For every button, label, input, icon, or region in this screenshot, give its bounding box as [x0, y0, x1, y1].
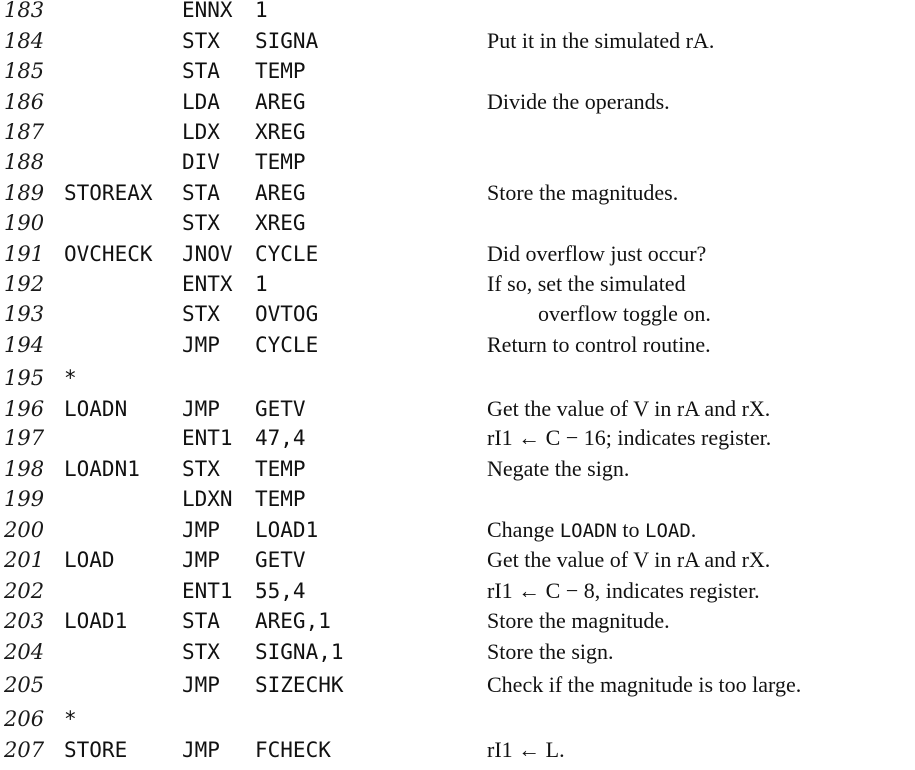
listing-line	[0, 484, 915, 514]
line-number: 199	[4, 487, 45, 511]
comment: rI1 ← C − 16; indicates register.	[487, 425, 772, 450]
opcode: STX	[182, 29, 220, 53]
opcode: JMP	[182, 548, 220, 572]
listing-line	[0, 117, 915, 147]
line-number: 185	[4, 59, 45, 83]
address-field: TEMP	[255, 59, 306, 83]
line-number: 184	[4, 29, 45, 53]
line-number: 204	[4, 640, 45, 664]
listing-line	[0, 735, 915, 765]
location-label: STOREAX	[64, 181, 153, 205]
line-number: 191	[4, 242, 45, 266]
address-field: TEMP	[255, 487, 306, 511]
comment: overflow toggle on.	[538, 301, 711, 326]
listing-line	[0, 394, 915, 424]
line-number: 195	[4, 366, 45, 390]
listing-line	[0, 269, 915, 299]
address-field: GETV	[255, 397, 306, 421]
address-field: OVTOG	[255, 302, 319, 326]
listing-line	[0, 0, 915, 25]
location-label: LOADN1	[64, 457, 140, 481]
comment: rI1 ← C − 8, indicates register.	[487, 578, 760, 603]
listing-line	[0, 178, 915, 208]
opcode: ENT1	[182, 426, 233, 450]
address-field: AREG,1	[255, 609, 331, 633]
line-number: 187	[4, 120, 45, 144]
address-field: LOAD1	[255, 518, 319, 542]
opcode: STX	[182, 457, 220, 481]
opcode: LDX	[182, 120, 220, 144]
address-field: XREG	[255, 120, 306, 144]
comment: Divide the operands.	[487, 89, 670, 114]
location-label: LOAD1	[64, 609, 128, 633]
location-label: *	[64, 707, 77, 731]
listing-line	[0, 239, 915, 269]
line-number: 194	[4, 333, 45, 357]
address-field: SIGNA	[255, 29, 319, 53]
address-field: GETV	[255, 548, 306, 572]
listing-line	[0, 363, 915, 393]
opcode: ENNX	[182, 0, 233, 22]
opcode: STA	[182, 59, 220, 83]
line-number: 202	[4, 579, 45, 603]
comment: Check if the magnitude is too large.	[487, 672, 802, 697]
listing-line	[0, 606, 915, 636]
address-field: 47,4	[255, 426, 306, 450]
line-number: 203	[4, 609, 45, 633]
opcode: STA	[182, 181, 220, 205]
address-field: CYCLE	[255, 333, 319, 357]
location-label: *	[64, 366, 77, 390]
listing-line	[0, 515, 915, 545]
opcode: ENT1	[182, 579, 233, 603]
comment: Store the sign.	[487, 639, 614, 664]
line-number: 201	[4, 548, 45, 572]
line-number: 197	[4, 426, 45, 450]
comment: Store the magnitude.	[487, 608, 670, 633]
opcode: JMP	[182, 333, 220, 357]
address-field: AREG	[255, 90, 306, 114]
comment-code: LOADN	[559, 520, 617, 542]
location-label: OVCHECK	[64, 242, 153, 266]
comment: Get the value of V in rA and rX.	[487, 396, 771, 421]
comment: Get the value of V in rA and rX.	[487, 547, 771, 572]
opcode: DIV	[182, 150, 220, 174]
listing-line	[0, 299, 915, 329]
address-field: AREG	[255, 181, 306, 205]
address-field: TEMP	[255, 150, 306, 174]
opcode: JNOV	[182, 242, 233, 266]
address-field: 1	[255, 272, 268, 296]
location-label: LOADN	[64, 397, 128, 421]
comment: Return to control routine.	[487, 332, 711, 357]
comment	[487, 515, 696, 546]
line-number: 200	[4, 518, 45, 542]
listing-line	[0, 330, 915, 360]
comment: rI1 ← L.	[487, 737, 565, 762]
address-field: CYCLE	[255, 242, 319, 266]
comment-code: LOAD	[645, 520, 691, 542]
line-number: 205	[4, 673, 45, 697]
line-number: 189	[4, 181, 45, 205]
listing-line	[0, 704, 915, 734]
listing-line	[0, 637, 915, 667]
comment: Put it in the simulated rA.	[487, 28, 715, 53]
location-label: STORE	[64, 738, 128, 762]
opcode: STX	[182, 211, 220, 235]
comment-text: .	[690, 517, 697, 542]
opcode: LDA	[182, 90, 220, 114]
line-number: 207	[4, 738, 45, 762]
opcode: STA	[182, 609, 220, 633]
line-number: 193	[4, 302, 45, 326]
comment: Negate the sign.	[487, 456, 630, 481]
listing-line	[0, 670, 915, 700]
opcode: JMP	[182, 738, 220, 762]
location-label: LOAD	[64, 548, 115, 572]
listing-line	[0, 147, 915, 177]
listing-line	[0, 454, 915, 484]
comment-text: to	[616, 517, 646, 542]
opcode: STX	[182, 640, 220, 664]
address-field: SIGNA,1	[255, 640, 344, 664]
listing-line	[0, 545, 915, 575]
opcode: LDXN	[182, 487, 233, 511]
opcode: ENTX	[182, 272, 233, 296]
line-number: 183	[4, 0, 45, 22]
listing-line	[0, 26, 915, 56]
line-number: 192	[4, 272, 45, 296]
comment: Store the magnitudes.	[487, 180, 679, 205]
address-field: SIZECHK	[255, 673, 344, 697]
opcode: JMP	[182, 518, 220, 542]
address-field: FCHECK	[255, 738, 331, 762]
line-number: 206	[4, 707, 45, 731]
opcode: JMP	[182, 397, 220, 421]
line-number: 190	[4, 211, 45, 235]
line-number: 188	[4, 150, 45, 174]
address-field: XREG	[255, 211, 306, 235]
opcode: STX	[182, 302, 220, 326]
listing-line	[0, 208, 915, 238]
listing-line	[0, 87, 915, 117]
comment-text: Change	[487, 517, 560, 542]
comment: If so, set the simulated	[487, 271, 686, 296]
address-field: TEMP	[255, 457, 306, 481]
address-field: 55,4	[255, 579, 306, 603]
opcode: JMP	[182, 673, 220, 697]
line-number: 186	[4, 90, 45, 114]
line-number: 198	[4, 457, 45, 481]
address-field: 1	[255, 0, 268, 22]
listing-line	[0, 423, 915, 453]
listing-line	[0, 576, 915, 606]
line-number: 196	[4, 397, 45, 421]
comment: Did overflow just occur?	[487, 241, 707, 266]
listing-line	[0, 56, 915, 86]
